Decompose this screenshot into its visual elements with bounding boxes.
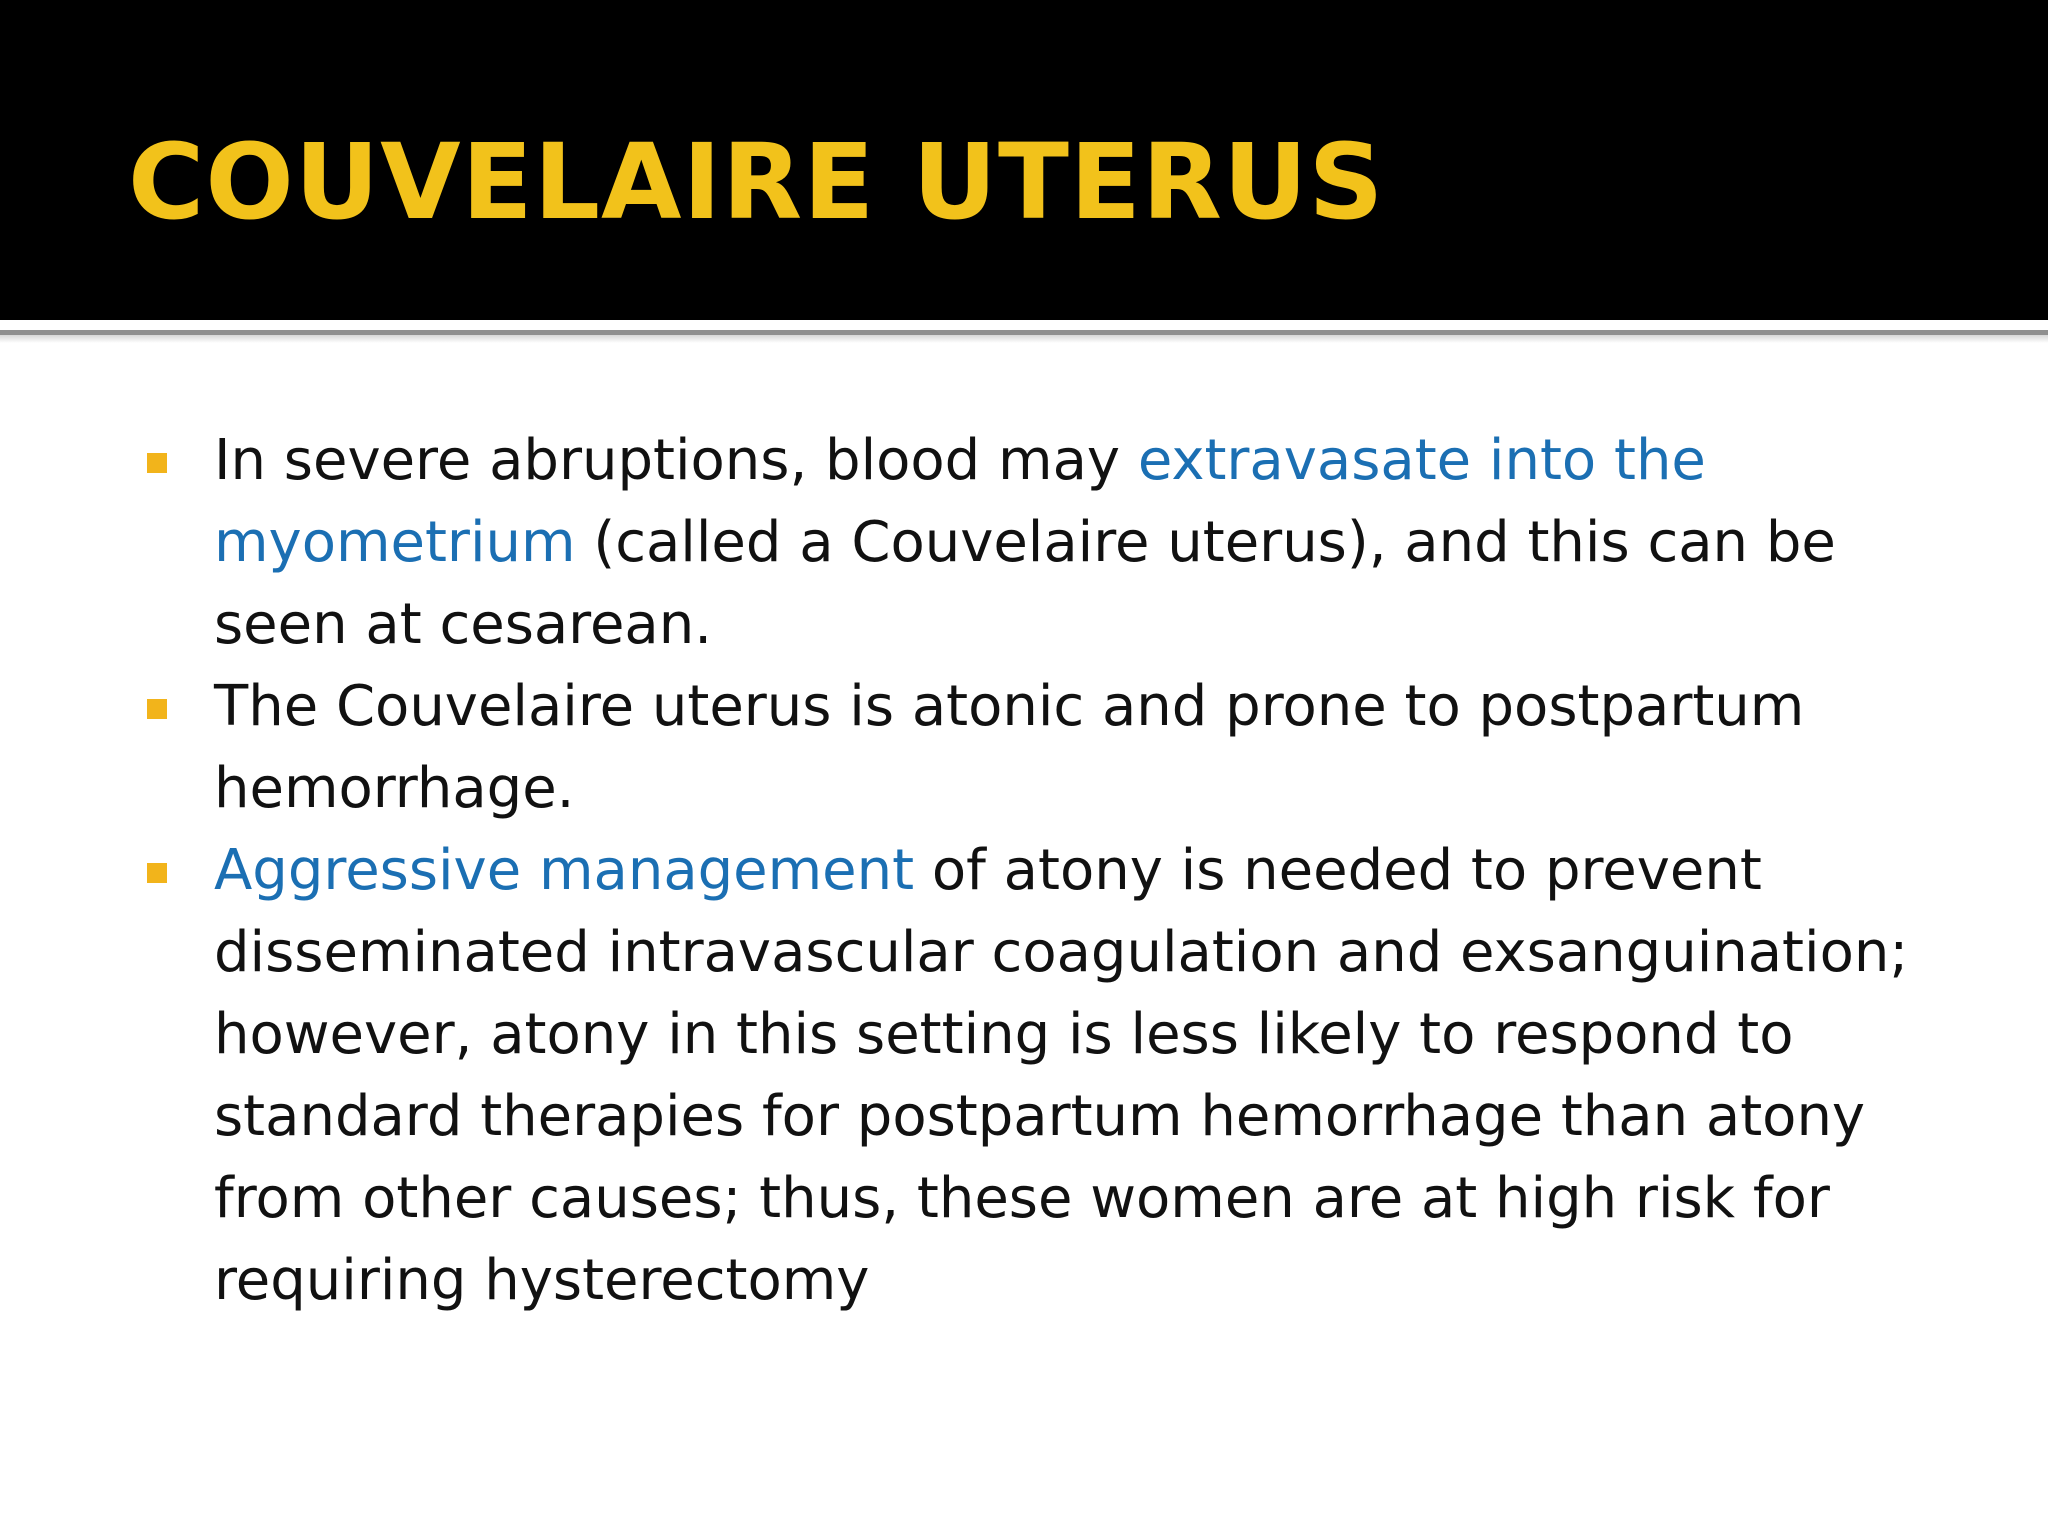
bullet-text <box>214 830 1934 1322</box>
bullet-list <box>0 420 2048 1322</box>
bullet-text-segment: In severe abruptions, blood may <box>214 428 1138 493</box>
bullet-text-segment: of atony is needed to prevent disseminated intravascular coagulation and exsanguination; however, atony in this setting is less likely to respond to standard therapies for postpartum hemorrhage than atony from other causes; thus, these women are at high risk for requiring hysterectomy <box>214 838 1909 1313</box>
highlighted-term: extravasate into the myometrium <box>214 428 1706 575</box>
title-divider-shadow <box>0 335 2048 343</box>
square-bullet-icon <box>147 699 167 719</box>
bullet-text-segment: (called a Couvelaire uterus), and this can be seen at cesarean. <box>214 510 1836 657</box>
square-bullet-icon <box>147 453 167 473</box>
bullet-item-atonic <box>0 666 2048 830</box>
slide-title: COUVELAIRE UTERUS <box>128 121 1385 243</box>
bullet-text <box>214 420 1934 666</box>
square-bullet-icon <box>147 863 167 883</box>
bullet-text-segment: The Couvelaire uterus is atonic and prone to postpartum hemorrhage. <box>214 674 1805 821</box>
bullet-text <box>214 666 1934 830</box>
highlighted-term: Aggressive management <box>214 838 915 903</box>
bullet-item-management <box>0 830 2048 1322</box>
bullet-item-abruption <box>0 420 2048 666</box>
title-divider-gap <box>0 320 2048 330</box>
title-bar <box>0 0 2048 320</box>
